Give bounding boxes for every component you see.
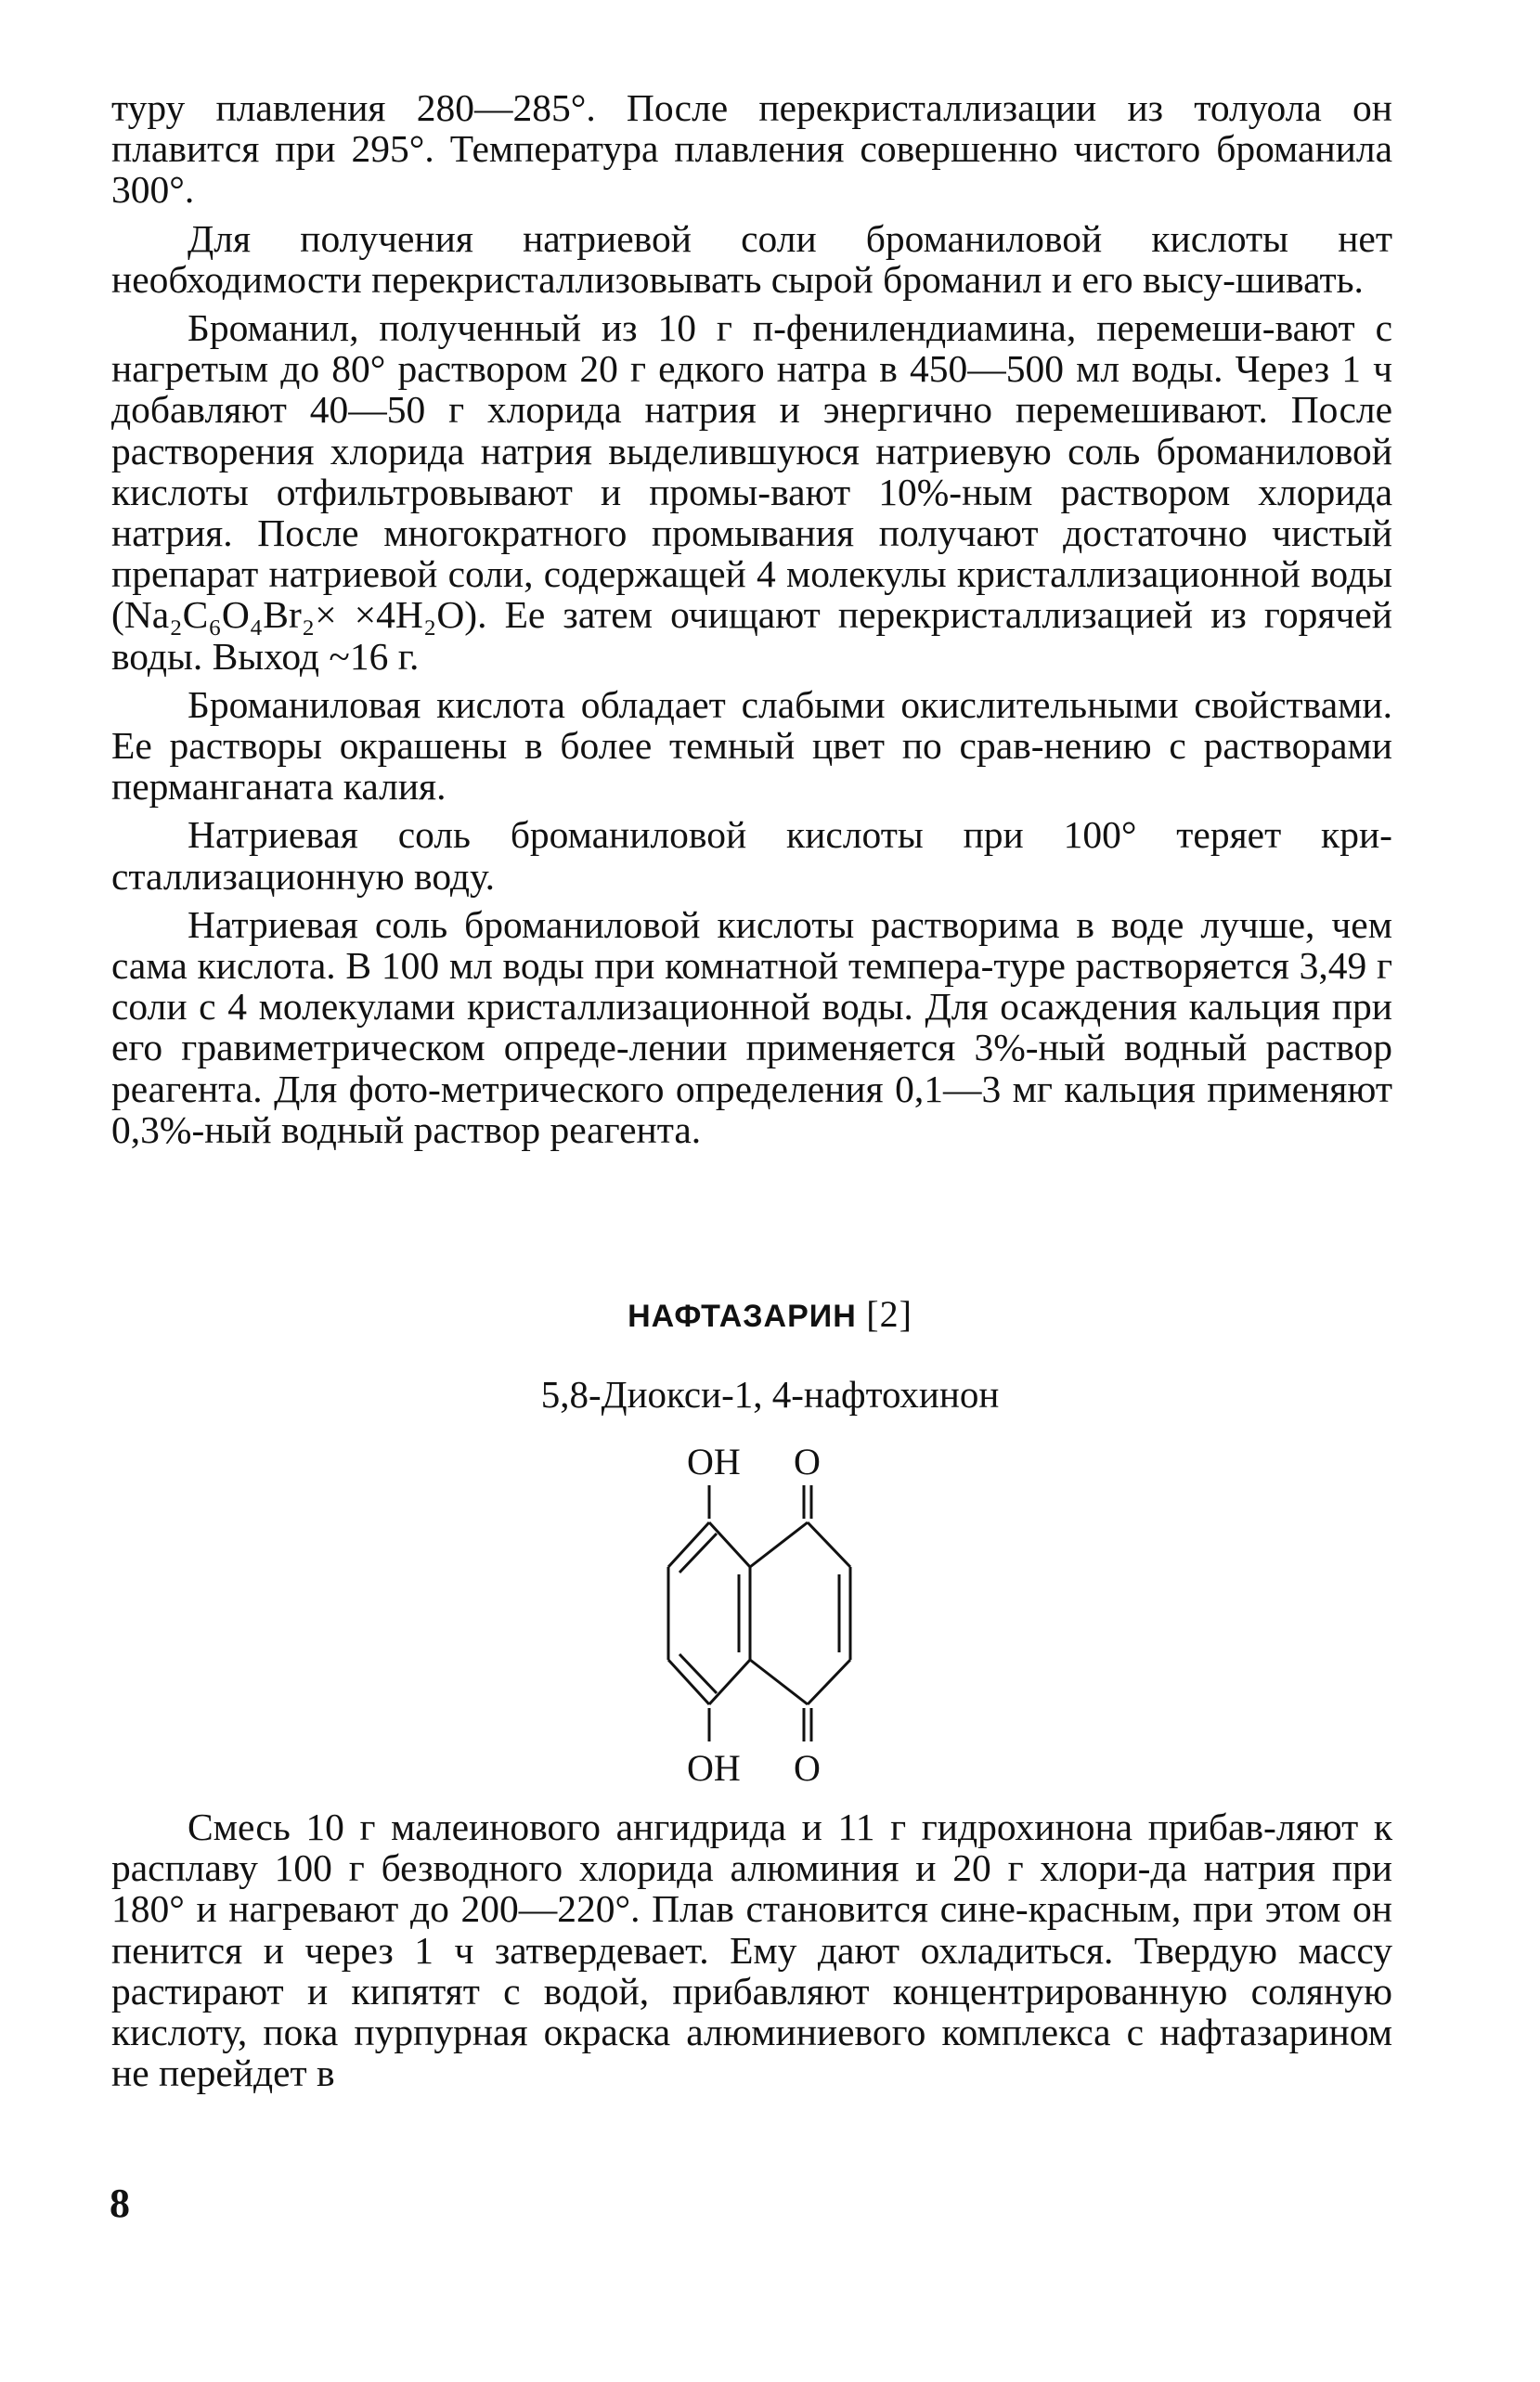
naphthazarin-structure-diagram bbox=[641, 1437, 882, 1790]
body-text-upper bbox=[111, 87, 1392, 1150]
body-text-lower bbox=[111, 1806, 1392, 2093]
paragraph-1: туру плавления 280—285°. После перекристаллизации из толуола он плавится при 295°. Температура плавления совершенно чистого броманила 300°. bbox=[111, 86, 1392, 212]
paragraph-final: Смесь 10 г малеинового ангидрида и 11 г гидрохинона прибав-ляют к расплаву 100 г безводного хлорида алюминия и 20 г хлори-да натрия при 180° и нагревают до 200—220°. Плав становится сине-красным, при этом он пенится и через 1 ч затвердевает. Ему дают охладиться. Твердую массу растирают и кипятят с водой, прибавляют концентрированную соляную кислоту, пока пурпурная окраска алюминиевого комплекса с нафтазарином не перейдет в bbox=[111, 1806, 1392, 2095]
section-reference: [2] bbox=[866, 1293, 912, 1335]
paragraph-6: Натриевая соль броманиловой кислоты растворима в воде лучше, чем сама кислота. В 100 мл воды при комнатной темпера-туре растворяется 3,49 г соли с 4 молекулами кристаллизационной воды. Для осаждения кальция при его гравиметрическом опреде-лении применяется 3%-ный водный раствор реагента. Для фото-метрического определения 0,1—3 мг кальция применяют 0,3%-ный водный раствор реагента. bbox=[111, 902, 1392, 1151]
paragraph-2: Для получения натриевой соли броманиловой кислоты нет необходимости перекристаллизовывать сырой броманил и его высу-шивать. bbox=[111, 216, 1392, 301]
paragraph-3: Броманил, полученный из 10 г п-фенилендиамина, перемеши-вают с нагретым до 80° раствором 20 г едкого натра в 450—500 мл воды. Через 1 ч добавляют 40—50 г хлорида натрия и энергично перемешивают. После растворения хлорида натрия выделившуюся натриевую соль броманиловой кислоты отфильтровывают и промы-вают 10%-ным раствором хлорида натрия. После многократного промывания получают достаточно чистый препарат натриевой соли, содержащей 4 молекулы кристаллизационной воды (Na₂C₆O₄Br₂× ×4H₂O). Ее затем очищают перекристаллизацией из горячей воды. Выход ~16 г. bbox=[111, 306, 1392, 678]
section-title: НАФТАЗАРИН bbox=[628, 1299, 857, 1334]
paragraph-4: Броманиловая кислота обладает слабыми окислительными свойствами. Ее растворы окрашены в более темный цвет по срав-нению с растворами перманганата калия. bbox=[111, 682, 1392, 809]
label-oh-bottom: OH bbox=[687, 1747, 741, 1789]
paragraph-5: Натриевая соль броманиловой кислоты при 100° теряет кри-сталлизационную воду. bbox=[111, 813, 1392, 898]
page-number: 8 bbox=[110, 2181, 130, 2226]
section-heading bbox=[0, 1292, 1540, 1336]
compound-name: 5,8-Диокси-1, 4-нафтохинон bbox=[540, 1373, 1000, 1416]
ring-bonds bbox=[668, 1485, 850, 1741]
label-o-top: O bbox=[794, 1441, 821, 1482]
label-o-bottom: O bbox=[794, 1747, 821, 1789]
label-oh-top: OH bbox=[687, 1441, 741, 1482]
